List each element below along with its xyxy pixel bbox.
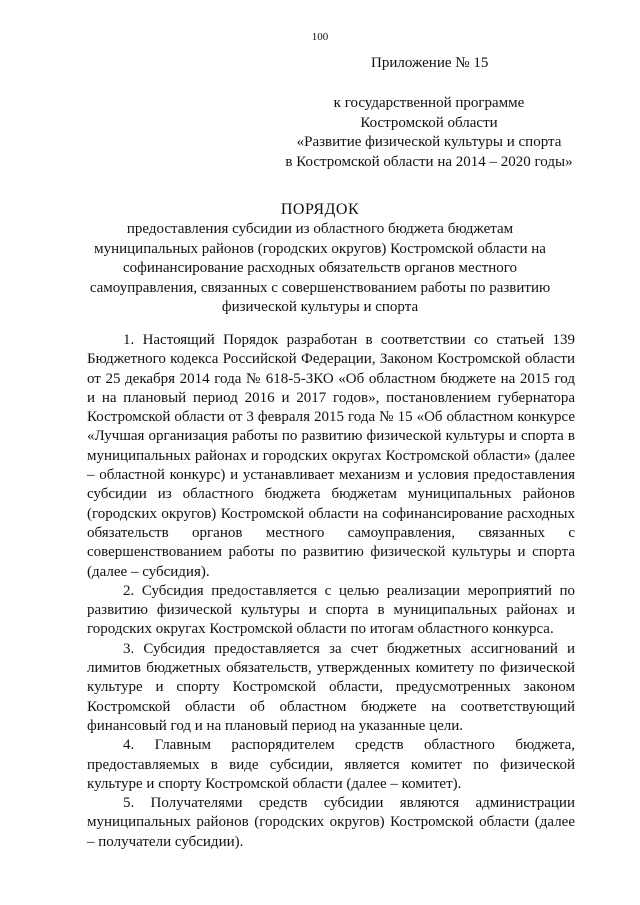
appendix-reference-line: в Костромской области на 2014 – 2020 годы» (285, 153, 573, 170)
paragraph-1: 1. Настоящий Порядок разработан в соответствии со статьей 139 Бюджетного кодекса Российской Федерации, Законом Костромской области от 25 декабря 2014 года № 618-5-ЗКО «Об областном бюджете на 2015 год и на плановый период 2016 и 2017 годов», постановлением губернатора Костромской области от 3 февраля 2015 года № 15 «Об областном конкурсе «Лучшая организация работы по развитию физической культуры и спорта в муниципальных районах и городских округах Костромской области» (далее – областной конкурс) и устанавливает механизм и условия предоставления субсидии из областного бюджета бюджетам муниципальных районов (городских округов) Костромской области на софинансирование расходных обязательств органов местного самоуправления, связанных с совершенствованием работы по развитию физической культуры и спорта (далее – субсидия). (87, 332, 575, 580)
appendix-reference-line: к государственной программе (333, 95, 525, 111)
subtitle-line: самоуправления, связанных с совершенствованием работы по развитию (89, 279, 551, 296)
page-number: 100 (311, 31, 329, 43)
paragraph-3: 3. Субсидия предоставляется за счет бюджетных ассигнований и лимитов бюджетных обязательств, утвержденных комитету по физической культуре и спорту Костромской области, предусмотренных законом Костромской области об областном бюджете на соответствующий финансовый год и на плановый период на указанные цели. (87, 640, 575, 734)
appendix-title: Приложение № 15 (371, 55, 489, 71)
paragraph-5: 5. Получателями средств субсидии являются администрации муниципальных районов (городских округов) Костромской области (далее – получатели субсидии). (87, 795, 575, 850)
paragraph-4: 4. Главным распорядителем средств областного бюджета, предоставляемых в виде субсидии, является комитет по физической культуре и спорту Костромской области (далее – комитет). (87, 737, 575, 792)
subtitle-line: предоставления субсидии из областного бюджета бюджетам (126, 221, 514, 237)
document-subtitle (70, 220, 570, 318)
document-body (87, 331, 575, 852)
subtitle-line: муниципальных районов (городских округов) Костромской области на (94, 240, 546, 257)
document-title: ПОРЯДОК (280, 201, 360, 218)
paragraph-2: 2. Субсидия предоставляется с целью реализации мероприятий по развитию физической культуры и спорта в муниципальных районах и городских округах Костромской области по итогам областного конкурса. (87, 582, 575, 638)
subtitle-line: физической культуры и спорта (221, 299, 419, 315)
appendix-reference-line: Костромской области (360, 114, 498, 131)
appendix-reference-line: «Развитие физической культуры и спорта (296, 134, 562, 150)
subtitle-line: софинансирование расходных обязательств органов местного (122, 260, 518, 276)
appendix-reference (270, 94, 588, 172)
